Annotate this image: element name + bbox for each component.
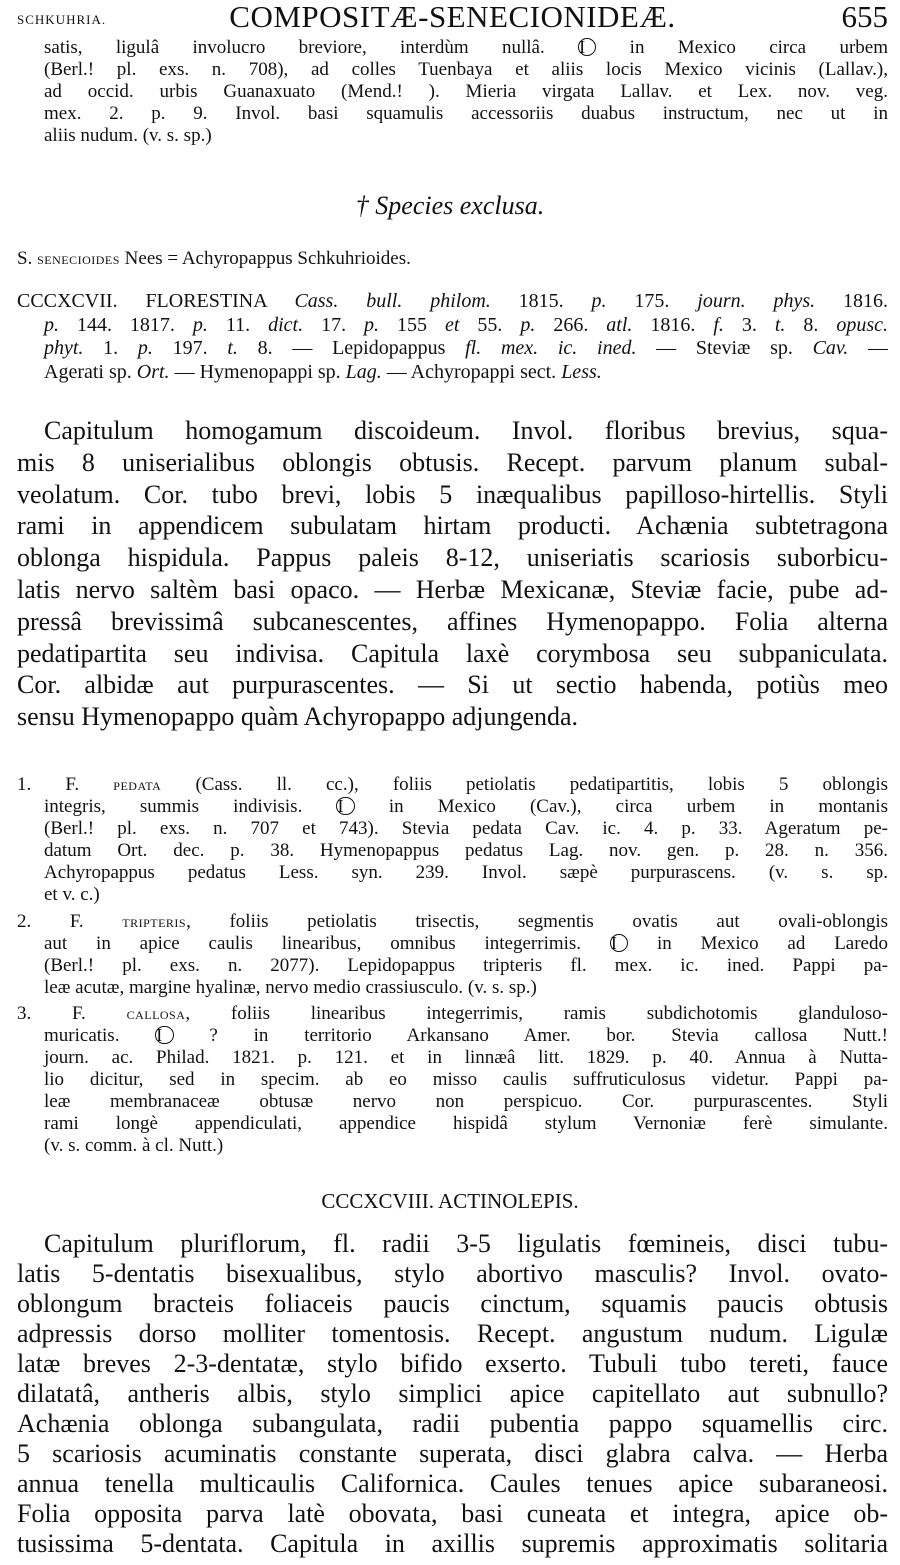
text-line: aut in apice caulis linearibus, omnibus integerrimis. I in Mexico ad Laredo	[44, 933, 888, 954]
text-line: annua tenella multicaulis Californica. Caules tenues apice subaraneosi.	[17, 1469, 888, 1498]
text-line: Achænia oblonga subangulata, radii pubentia pappo squamellis circ.	[17, 1409, 888, 1438]
italic-citation: et	[444, 313, 460, 336]
italic-citation: opusc.	[836, 313, 888, 336]
italic-citation: p.	[591, 290, 607, 312]
italic-citation: phyt.	[44, 337, 84, 359]
text-line: latis 5-dentatis bisexualibus, stylo abortivo masculis? Invol. ovato-	[17, 1259, 888, 1288]
text-line: tusissima 5-dentata. Capitula in axillis supremis approximatis solitaria	[17, 1529, 888, 1558]
circled-symbol-icon: I	[155, 1026, 173, 1044]
text-line: dilatatâ, antheris albis, stylo simplici apice capitellato aut subnullo?	[17, 1379, 888, 1408]
text-line: veolatum. Cor. tubo brevi, lobis 5 inæqualibus papilloso-hirtellis. Styli	[17, 479, 888, 509]
species-epithet: senecioides	[37, 249, 120, 268]
genus-actinolepis-description	[17, 1229, 888, 1559]
text-line: oblonga hispidula. Pappus paleis 8-12, uniseriatis scariosis suborbicu-	[17, 543, 888, 573]
italic-citation: Cass. bull. philom.	[294, 290, 491, 312]
species-item-tripteris	[17, 911, 888, 999]
text-line: 5 scariosis acuminatis constante superata, disci glabra calva. — Herba	[17, 1439, 888, 1468]
text-line: 3. F. callosa, foliis linearibus integerrimis, ramis subdichotomis glanduloso-	[17, 1003, 888, 1024]
italic-citation: journ. phys.	[697, 290, 816, 312]
italic-citation: Lag.	[345, 360, 382, 383]
text-line: pressâ brevissimâ subcanescentes, affines Hymenopappo. Folia alterna	[17, 606, 888, 636]
text-line: (v. s. comm. à cl. Nutt.)	[44, 1135, 224, 1156]
text-line: et v. c.)	[44, 884, 100, 905]
text-line: latæ breves 2-3-dentatæ, stylo bifido exserto. Tubuli tubo tereti, fauce	[17, 1349, 888, 1378]
italic-citation: f.	[713, 313, 724, 336]
text-line: ad occid. urbis Guanaxuato (Mend.! ). Mieria virgata Lallav. et Lex. nov. veg.	[44, 81, 888, 102]
circled-symbol-icon: I	[336, 797, 354, 815]
circled-symbol-icon: I	[610, 934, 628, 952]
italic-citation: p.	[192, 313, 208, 336]
text-line: Capitulum pluriflorum, fl. radii 3-5 ligulatis fœmineis, disci tubu-	[44, 1229, 888, 1258]
text-line: lio dicitur, sed in specim. ab eo misso caulis suffruticulosus videtur. Pappi pa-	[44, 1069, 888, 1090]
text-line: leæ acutæ, margine hyalinæ, nervo medio crassiusculo. (v. s. sp.)	[44, 977, 537, 998]
species-epithet: callosa	[126, 1004, 186, 1023]
text-line: sensu Hymenopappo quàm Achyropappo adjungenda.	[17, 702, 579, 732]
text-line: Capitulum homogamum discoideum. Invol. floribus brevius, squa-	[44, 416, 888, 445]
text-line: leæ membranaceæ obtusæ nervo non perspicuo. Cor. purpurascentes. Styli	[44, 1091, 888, 1112]
italic-citation: p.	[520, 313, 536, 336]
genus-actinolepis-heading: CCCXCVIII. ACTINOLEPIS.	[321, 1189, 579, 1213]
italic-citation: Less.	[561, 360, 602, 383]
text-line: S. senecioides Nees = Achyropappus Schkuhrioides.	[17, 248, 411, 269]
excluded-species	[17, 248, 888, 270]
text-line: (Berl.! pl. exs. n. 708), ad colles Tuenbaya et aliis locis Mexico vicinis (Lallav.),	[44, 59, 888, 80]
text-line: phyt. 1. p. 197. t. 8. — Lepidopappus fl. mex. ic. ined. — Steviæ sp. Cav. —	[44, 337, 888, 359]
page-number: 655	[841, 0, 888, 34]
species-epithet: pedata	[113, 775, 162, 794]
page-header	[17, 0, 888, 34]
text-line: satis, ligulâ involucro breviore, interdùm nullâ. I in Mexico circa urbem	[44, 37, 888, 58]
continued-paragraph	[44, 37, 888, 147]
circled-symbol-icon: I	[578, 38, 596, 56]
text-line: mex. 2. p. 9. Invol. basi squamulis accessoriis duabus instructum, nec ut in	[44, 103, 888, 124]
text-line: oblongum bracteis foliaceis paucis cinctum, squamis paucis obtusis	[17, 1289, 888, 1318]
text-line: pedatipartita seu indivisa. Capitula laxè corymbosa seu subpaniculata.	[17, 638, 888, 668]
italic-citation: p.	[44, 313, 59, 336]
text-line: Agerati sp. Ort. — Hymenopappi sp. Lag. — Achyropappi sect. Less.	[44, 360, 602, 383]
page-title: COMPOSITÆ-SENECIONIDEÆ.	[229, 0, 676, 34]
italic-citation: t.	[227, 337, 238, 359]
text-line: muricatis. I ? in territorio Arkansano Amer. bor. Stevia callosa Nutt.!	[44, 1025, 888, 1046]
text-line: Folia opposita parva latè obovata, basi cuneata et integra, apice ob-	[17, 1499, 888, 1528]
species-epithet: tripteris	[122, 912, 187, 931]
italic-citation: p.	[137, 337, 153, 359]
italic-citation: t.	[774, 313, 786, 336]
italic-citation: atl.	[606, 313, 633, 336]
text-line: (Berl.! pl. exs. n. 707 et 743). Stevia pedata Cav. ic. 4. p. 33. Ageratum pe-	[44, 818, 888, 839]
text-line: datum Ort. dec. p. 38. Hymenopappus pedatus Lag. nov. gen. p. 28. n. 356.	[44, 840, 888, 861]
text-line: rami longè appendiculati, appendice hispidâ stylum Vernoniæ ferè simulante.	[44, 1113, 888, 1134]
species-exclusa-heading: † Species exclusa.	[355, 191, 545, 220]
text-line: aliis nudum. (v. s. sp.)	[44, 125, 212, 146]
text-line: latis nervo saltèm basi opaco. — Herbæ Mexicanæ, Steviæ facie, pube ad-	[17, 574, 888, 604]
text-line: Cor. albidæ aut purpurascentes. — Si ut sectio habenda, potiùs meo	[17, 670, 888, 700]
genus-florestina-references	[17, 290, 888, 384]
running-head: SCHKUHRIA.	[17, 12, 107, 27]
italic-citation: Cav.	[812, 337, 849, 359]
text-line: (Berl.! pl. exs. n. 2077). Lepidopappus tripteris fl. mex. ic. ined. Pappi pa-	[44, 955, 888, 976]
text-line: journ. ac. Philad. 1821. p. 121. et in linnæâ litt. 1829. p. 40. Annua à Nutta-	[44, 1047, 888, 1068]
genus-florestina-description	[17, 415, 888, 733]
species-item-pedata	[17, 774, 888, 906]
text-line: adpressis dorso molliter tomentosis. Recept. angustum nudum. Ligulæ	[17, 1319, 888, 1348]
text-line: p. 144. 1817. p. 11. dict. 17. p. 155 et 55. p. 266. atl. 1816. f. 3. t. 8. opusc.	[44, 313, 888, 336]
text-line: CCCXCVII. FLORESTINA Cass. bull. philom. 1815. p. 175. journ. phys. 1816.	[17, 290, 888, 312]
text-line: 2. F. tripteris, foliis petiolatis trisectis, segmentis ovatis aut ovali-oblongis	[17, 911, 888, 932]
species-item-callosa	[17, 1003, 888, 1157]
text-line: Achyropappus pedatus Less. syn. 239. Invol. sæpè purpurascens. (v. s. sp.	[44, 862, 888, 883]
italic-citation: p.	[364, 313, 380, 336]
text-line: rami in appendicem subulatam hirtam producti. Achænia subtetragona	[17, 511, 888, 541]
text-line: 1. F. pedata (Cass. ll. cc.), foliis petiolatis pedatipartitis, lobis 5 oblongis	[17, 774, 888, 795]
text-line: integris, summis indivisis. I in Mexico (Cav.), circa urbem in montanis	[44, 796, 888, 817]
italic-citation: fl. mex. ic. ined.	[465, 337, 637, 359]
text-line: mis 8 uniserialibus oblongis obtusis. Recept. parvum planum subal-	[17, 447, 888, 477]
italic-citation: Ort.	[136, 360, 170, 383]
italic-citation: dict.	[268, 313, 304, 336]
